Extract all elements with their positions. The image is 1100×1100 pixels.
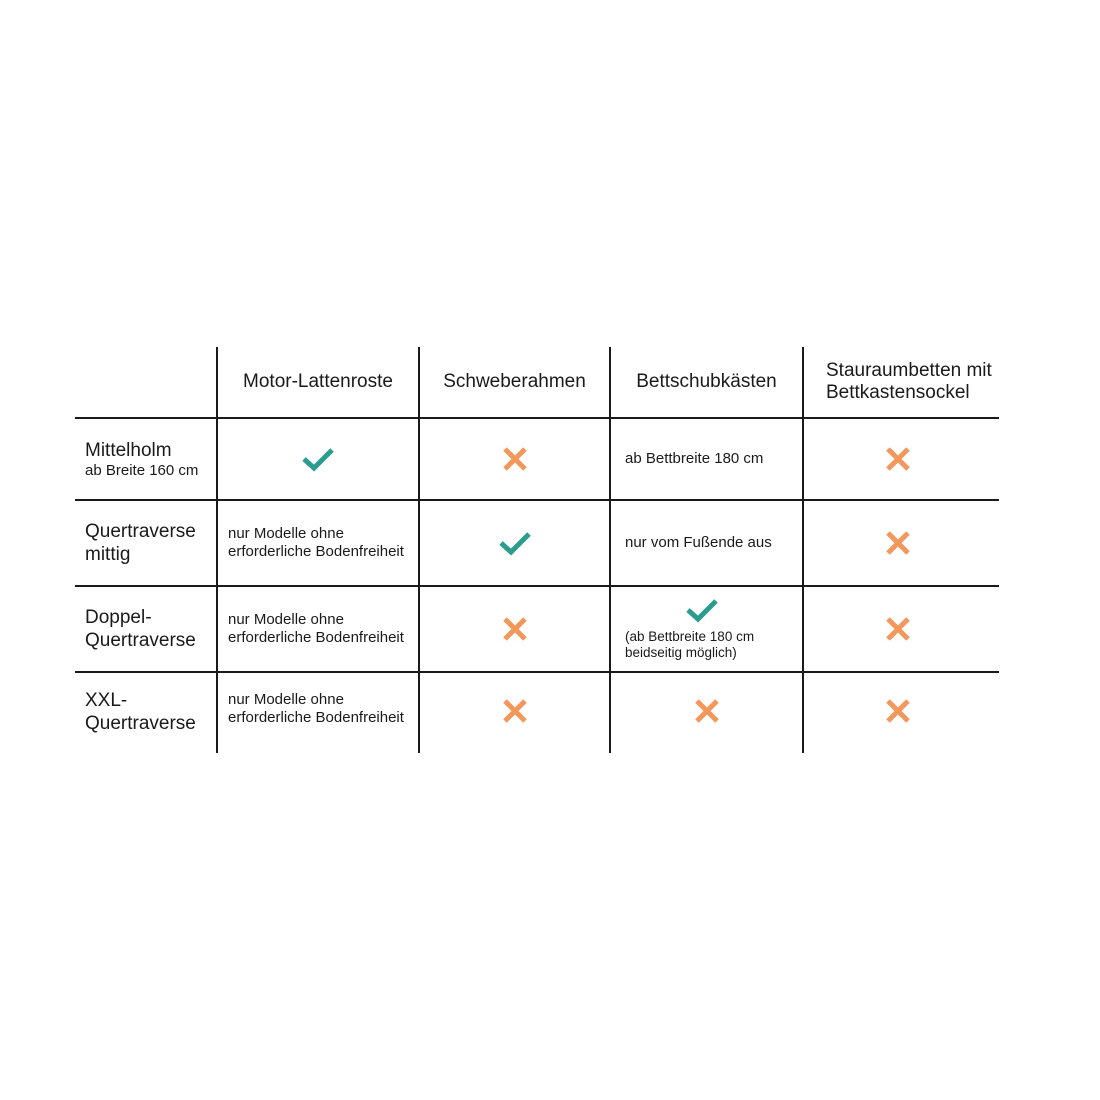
column-header-label: Schweberahmen [443, 371, 586, 392]
table-cell: nur Modelle ohne erforderliche Bodenfreiheit [228, 691, 404, 726]
table-cell [804, 419, 999, 499]
column-header-label: Stauraumbetten mit Bettkastensockel [826, 360, 992, 403]
column-header-bettschubkaesten [611, 347, 802, 417]
table-cell: nur Modelle ohne erforderliche Bodenfreiheit [228, 611, 404, 646]
column-header-motor-lattenroste [218, 347, 418, 417]
table-cell [611, 673, 802, 749]
table-cell: nur Modelle ohne erforderliche Bodenfreiheit [228, 525, 404, 560]
table-cell [420, 501, 609, 585]
cross-icon [501, 615, 529, 643]
column-header-schweberahmen [420, 347, 609, 417]
row-label-quertraverse-mittig: Quertraverse mittig [85, 521, 196, 565]
table-cell [420, 587, 609, 671]
table-cell [420, 673, 609, 749]
check-icon [498, 530, 532, 556]
table-cell: ab Bettbreite 180 cm [625, 450, 764, 467]
table-cell [804, 673, 999, 749]
row-label-doppel-quertraverse: Doppel- Quertraverse [85, 607, 196, 651]
table-cell: nur vom Fußende aus [625, 534, 772, 551]
cross-icon [501, 445, 529, 473]
check-icon [685, 597, 719, 623]
column-header-stauraumbetten [814, 347, 1000, 417]
table-cell [420, 419, 609, 499]
column-header-label: Motor-Lattenroste [243, 371, 393, 392]
column-header-label: Bettschubkästen [636, 371, 777, 392]
row-label-mittelholm: Mittelholm ab Breite 160 cm [85, 439, 199, 479]
cross-icon [693, 697, 721, 725]
row-label-xxl-quertraverse: XXL- Quertraverse [85, 690, 196, 734]
table-cell: (ab Bettbreite 180 cm beidseitig möglich) [611, 587, 802, 671]
cross-icon [884, 615, 912, 643]
cross-icon [884, 529, 912, 557]
table-cell [804, 501, 999, 585]
table-cell [218, 419, 418, 499]
cross-icon [884, 445, 912, 473]
table-cell [804, 587, 999, 671]
cross-icon [884, 697, 912, 725]
cross-icon [501, 697, 529, 725]
check-icon [301, 446, 335, 472]
